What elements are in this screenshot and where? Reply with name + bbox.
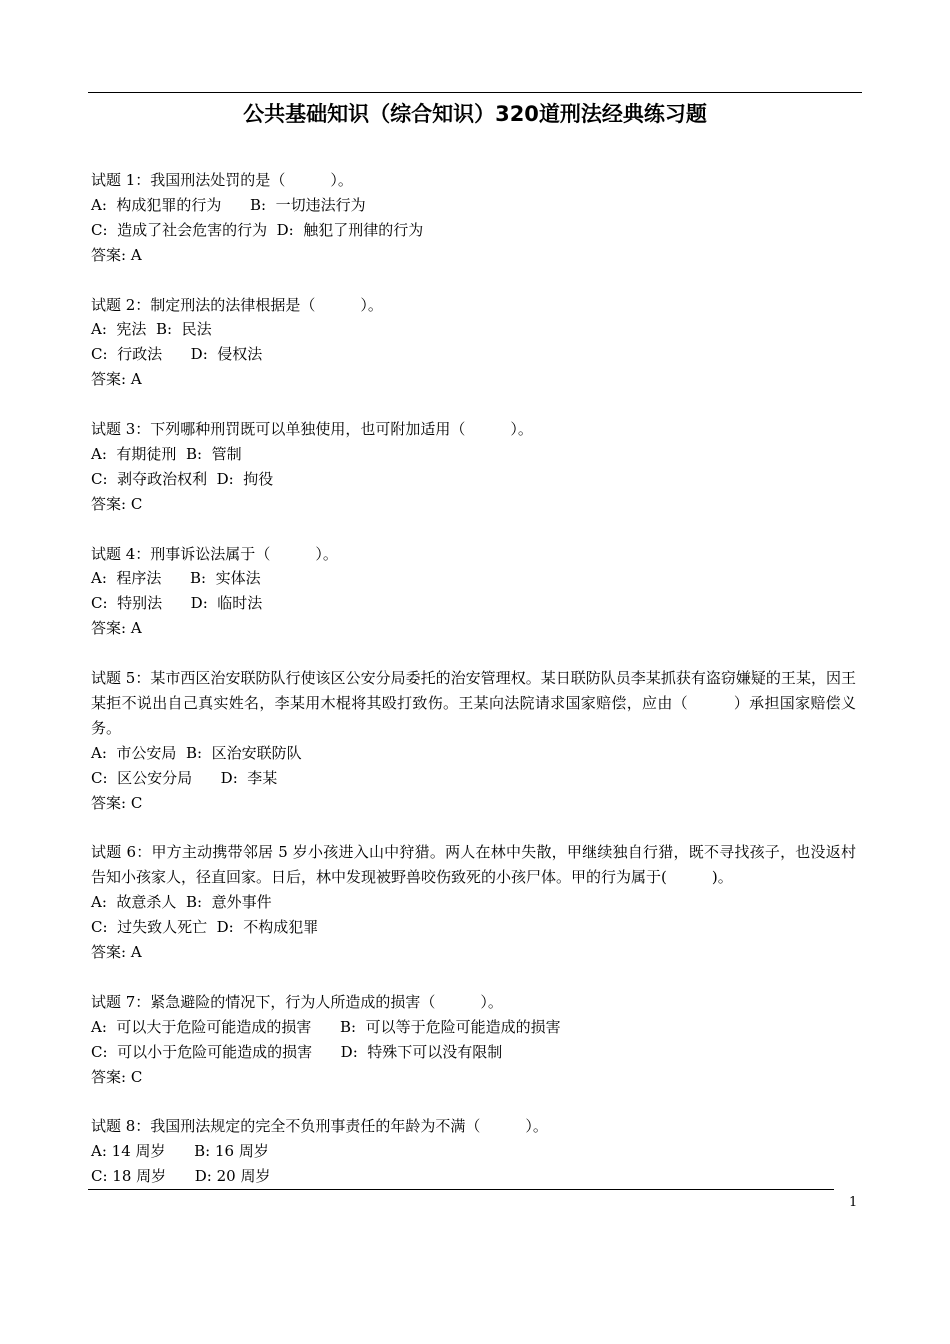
question-stem: 试题 7：紧急避险的情况下，行为人所造成的损害（ ）。 bbox=[91, 992, 503, 1011]
question-stem: 试题 3：下列哪种刑罚既可以单独使用，也可附加适用（ ）。 bbox=[91, 420, 533, 439]
answer-line: 答案: A bbox=[91, 943, 142, 962]
option-line: A: 故意杀人 B: 意外事件 bbox=[91, 893, 272, 912]
option-line: C: 造成了社会危害的行为 D: 触犯了刑律的行为 bbox=[91, 220, 424, 239]
answer-line: 答案: C bbox=[91, 793, 143, 812]
document-title: 公共基础知识（综合知识）320道刑法经典练习题 bbox=[243, 102, 707, 126]
option-line: C: 行政法 D: 侵权法 bbox=[91, 345, 263, 364]
question-5 bbox=[91, 666, 856, 815]
question-4 bbox=[91, 542, 856, 642]
option-line: A: 14 周岁 B: 16 周岁 bbox=[91, 1142, 269, 1161]
answer-line: 答案: A bbox=[91, 245, 142, 264]
question-stem: 试题 2：制定刑法的法律根据是（ ）。 bbox=[91, 295, 383, 314]
option-line: A: 宪法 B: 民法 bbox=[91, 320, 212, 339]
option-line: C: 18 周岁 D: 20 周岁 bbox=[91, 1167, 271, 1186]
answer-line: 答案: A bbox=[91, 370, 142, 389]
option-line: C: 特别法 D: 临时法 bbox=[91, 594, 263, 613]
option-line: C: 区公安分局 D: 李某 bbox=[91, 768, 278, 787]
option-line: C: 过失致人死亡 D: 不构成犯罪 bbox=[91, 918, 319, 937]
question-stem: 试题 4：刑事诉讼法属于（ ）。 bbox=[91, 544, 338, 563]
question-6 bbox=[91, 840, 856, 965]
answer-line: 答案: C bbox=[91, 494, 143, 513]
page-number: 1 bbox=[849, 1195, 858, 1210]
answer-line: 答案: C bbox=[91, 1067, 143, 1086]
question-3 bbox=[91, 417, 856, 517]
question-stem: 试题 5：某市西区治安联防队行使该区公安分局委托的治安管理权。某日联防队员李某抓获有盗窃嫌疑的王某，因王某拒不说出自己真实姓名，李某用木棍将其殴打致伤。王某向法院请求国家赔偿，应由（ ）承担国家赔偿义务。 bbox=[91, 669, 856, 737]
question-stem: 试题 6：甲方主动携带邻居 5 岁小孩进入山中狩猎。两人在林中失散，甲继续独自行猎，既不寻找孩子，也没返村告知小孩家人，径直回家。日后，林中发现被野兽咬伤致死的小孩尸体。甲的行为属于( )。 bbox=[91, 843, 856, 887]
question-stem: 试题 8：我国刑法规定的完全不负刑事责任的年龄为不满（ ）。 bbox=[91, 1117, 548, 1136]
question-stem: 试题 1：我国刑法处罚的是（ ）。 bbox=[91, 171, 353, 189]
question-list bbox=[91, 168, 856, 1214]
option-line: A: 可以大于危险可能造成的损害 B: 可以等于危险可能造成的损害 bbox=[91, 1017, 561, 1036]
question-8 bbox=[91, 1114, 856, 1189]
option-line: A: 有期徒刑 B: 管制 bbox=[91, 444, 242, 463]
option-line: A: 程序法 B: 实体法 bbox=[91, 569, 261, 588]
question-7 bbox=[91, 990, 856, 1090]
question-2 bbox=[91, 293, 856, 393]
answer-line: 答案: A bbox=[91, 619, 142, 638]
option-line: A: 市公安局 B: 区治安联防队 bbox=[91, 743, 302, 762]
footer-rule bbox=[88, 1189, 834, 1190]
option-line: A: 构成犯罪的行为 B: 一切违法行为 bbox=[91, 195, 366, 214]
question-1 bbox=[91, 168, 856, 268]
option-line: C: 可以小于危险可能造成的损害 D: 特殊下可以没有限制 bbox=[91, 1042, 503, 1061]
header-rule bbox=[88, 92, 862, 93]
option-line: C: 剥夺政治权利 D: 拘役 bbox=[91, 469, 274, 488]
